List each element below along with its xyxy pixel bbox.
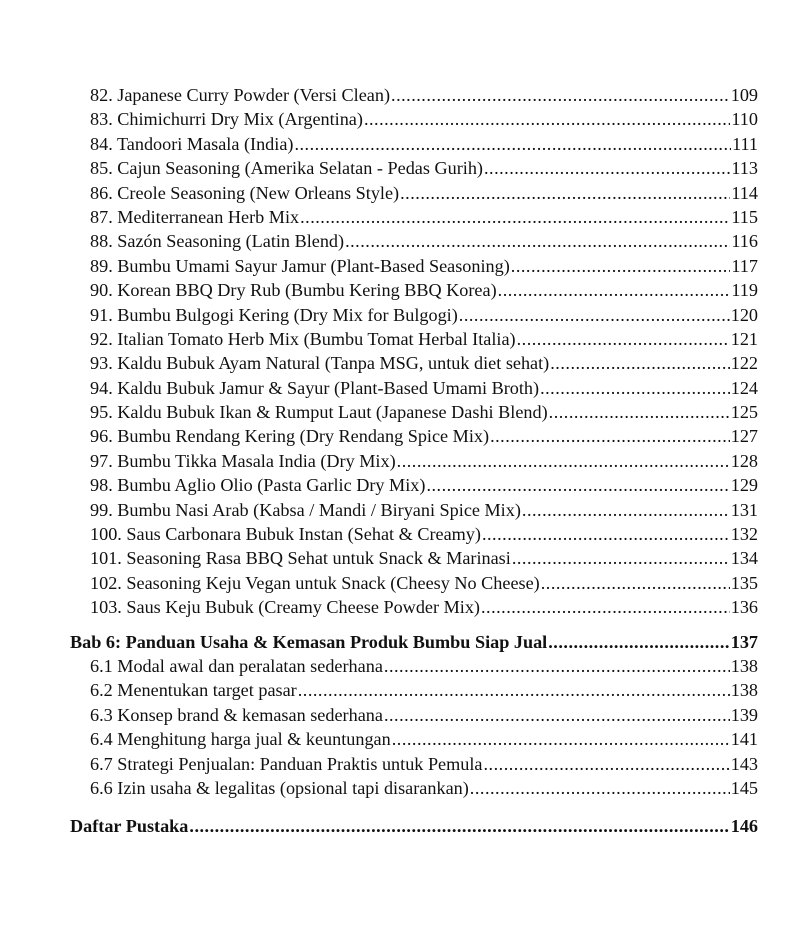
dot-leader: [541, 571, 730, 595]
dot-leader: [484, 156, 730, 180]
toc-entry-page-number: 117: [731, 255, 758, 276]
dot-leader: [400, 181, 730, 205]
dot-leader: [540, 376, 730, 400]
toc-entry-title: 6.3 Konsep brand & kemasan sederhana: [90, 704, 383, 725]
toc-entry-page-number: 129: [730, 475, 758, 496]
toc-entry-row[interactable]: [70, 546, 758, 570]
dot-leader: [391, 83, 730, 107]
toc-entry-title: 6.6 Izin usaha & legalitas (opsional tapi disarankan): [90, 777, 469, 798]
toc-entry-row[interactable]: [70, 83, 758, 107]
dot-leader: [189, 814, 729, 838]
dot-leader: [550, 351, 729, 375]
dot-leader: [470, 776, 730, 800]
toc-entry-row[interactable]: [70, 156, 758, 180]
toc-entry-row[interactable]: [70, 595, 758, 619]
chapter-heading-row[interactable]: [70, 630, 758, 654]
dot-leader: [482, 522, 730, 546]
dot-leader: [459, 303, 730, 327]
dot-leader: [345, 229, 730, 253]
toc-entry-row[interactable]: [70, 303, 758, 327]
toc-entry-title: 100. Saus Carbonara Bubuk Instan (Sehat & Creamy): [90, 524, 481, 545]
toc-entry-title: 101. Seasoning Rasa BBQ Sehat untuk Snack & Marinasi: [90, 548, 511, 569]
bibliography-page-number: 146: [730, 816, 758, 837]
toc-entry-page-number: 121: [730, 328, 758, 349]
toc-entry-page-number: 131: [730, 499, 758, 520]
toc-entry-row[interactable]: [70, 776, 758, 800]
toc-entry-page-number: 113: [731, 158, 758, 179]
toc-entry-title: 98. Bumbu Aglio Olio (Pasta Garlic Dry Mix): [90, 475, 426, 496]
toc-entry-page-number: 124: [730, 377, 758, 398]
dot-leader: [490, 424, 730, 448]
toc-entry-row[interactable]: [70, 727, 758, 751]
bibliography-title: Daftar Pustaka: [70, 816, 189, 837]
toc-entry-title: 91. Bumbu Bulgogi Kering (Dry Mix for Bulgogi): [90, 304, 458, 325]
toc-entry-title: 89. Bumbu Umami Sayur Jamur (Plant-Based Seasoning): [90, 255, 510, 276]
toc-entry-page-number: 138: [730, 655, 758, 676]
toc-entry-row[interactable]: [70, 424, 758, 448]
toc-entry-title: 97. Bumbu Tikka Masala India (Dry Mix): [90, 450, 396, 471]
toc-entry-row[interactable]: [70, 571, 758, 595]
toc-entry-page-number: 139: [730, 704, 758, 725]
toc-entry-page-number: 125: [730, 402, 758, 423]
dot-leader: [294, 132, 731, 156]
toc-entry-title: 88. Sazón Seasoning (Latin Blend): [90, 231, 345, 252]
bibliography-row[interactable]: [70, 814, 758, 838]
toc-entry-row[interactable]: [70, 278, 758, 302]
toc-entry-title: 6.7 Strategi Penjualan: Panduan Praktis untuk Pemula: [90, 753, 483, 774]
toc-entry-page-number: 116: [731, 231, 758, 252]
chapter-title: Bab 6: Panduan Usaha & Kemasan Produk Bumbu Siap Jual: [70, 631, 548, 652]
toc-entry-title: 6.4 Menghitung harga jual & keuntungan: [90, 729, 391, 750]
toc-entry-title: 83. Chimichurri Dry Mix (Argentina): [90, 109, 363, 130]
toc-entry-page-number: 111: [732, 133, 758, 154]
toc-entry-row[interactable]: [70, 376, 758, 400]
toc-entry-page-number: 141: [730, 729, 758, 750]
toc-entry-row[interactable]: [70, 107, 758, 131]
dot-leader: [522, 498, 730, 522]
toc-entry-page-number: 143: [730, 753, 758, 774]
toc-entry-row[interactable]: [70, 254, 758, 278]
toc-entry-title: 96. Bumbu Rendang Kering (Dry Rendang Spice Mix): [90, 426, 490, 447]
dot-leader: [498, 278, 731, 302]
toc-entry-page-number: 122: [730, 353, 758, 374]
toc-entry-page-number: 119: [731, 280, 758, 301]
toc-entry-title: 84. Tandoori Masala (India): [90, 133, 294, 154]
toc-entry-row[interactable]: [70, 654, 758, 678]
toc-entry-row[interactable]: [70, 351, 758, 375]
recipe-entries-list: [70, 83, 758, 620]
toc-entry-title: 82. Japanese Curry Powder (Versi Clean): [90, 85, 391, 105]
dot-leader: [484, 752, 730, 776]
toc-entry-title: 94. Kaldu Bubuk Jamur & Sayur (Plant-Based Umami Broth): [90, 377, 540, 398]
toc-entry-row[interactable]: [70, 181, 758, 205]
toc-entry-row[interactable]: [70, 449, 758, 473]
toc-entry-title: 87. Mediterranean Herb Mix: [90, 206, 300, 227]
toc-entry-row[interactable]: [70, 229, 758, 253]
toc-entry-title: 103. Saus Keju Bubuk (Creamy Cheese Powder Mix): [90, 597, 480, 618]
toc-entry-page-number: 120: [730, 304, 758, 325]
dot-leader: [548, 630, 729, 654]
dot-leader: [298, 678, 730, 702]
toc-entry-page-number: 135: [730, 572, 758, 593]
dot-leader: [384, 654, 730, 678]
toc-entry-page-number: 138: [730, 680, 758, 701]
toc-entry-row[interactable]: [70, 327, 758, 351]
toc-entry-page-number: 128: [730, 450, 758, 471]
dot-leader: [426, 473, 729, 497]
toc-entry-page-number: 115: [731, 206, 758, 227]
dot-leader: [392, 727, 730, 751]
toc-entry-title: 102. Seasoning Keju Vegan untuk Snack (Cheesy No Cheese): [90, 572, 540, 593]
toc-entry-row[interactable]: [70, 522, 758, 546]
toc-entry-row[interactable]: [70, 703, 758, 727]
chapter-sections-list: [70, 654, 758, 800]
table-of-contents: [70, 83, 758, 839]
dot-leader: [364, 107, 730, 131]
toc-entry-title: 86. Creole Seasoning (New Orleans Style): [90, 182, 400, 203]
toc-entry-row[interactable]: [70, 752, 758, 776]
toc-entry-title: 6.2 Menentukan target pasar: [90, 680, 297, 701]
toc-entry-page-number: 145: [730, 777, 758, 798]
dot-leader: [397, 449, 730, 473]
dot-leader: [517, 327, 730, 351]
toc-entry-row[interactable]: [70, 473, 758, 497]
toc-entry-row[interactable]: [70, 678, 758, 702]
toc-entry-row[interactable]: [70, 132, 758, 156]
dot-leader: [481, 595, 730, 619]
toc-entry-title: 99. Bumbu Nasi Arab (Kabsa / Mandi / Biryani Spice Mix): [90, 499, 521, 520]
toc-entry-title: 92. Italian Tomato Herb Mix (Bumbu Tomat Herbal Italia): [90, 328, 516, 349]
dot-leader: [512, 546, 730, 570]
toc-entry-title: 95. Kaldu Bubuk Ikan & Rumput Laut (Japanese Dashi Blend): [90, 402, 548, 423]
toc-entry-page-number: 110: [731, 109, 758, 130]
toc-entry-row[interactable]: [70, 498, 758, 522]
toc-entry-page-number: 114: [731, 182, 758, 203]
toc-entry-page-number: 136: [730, 597, 758, 618]
toc-entry-row[interactable]: [70, 400, 758, 424]
toc-entry-page-number: 134: [730, 548, 758, 569]
toc-entry-title: 90. Korean BBQ Dry Rub (Bumbu Kering BBQ Korea): [90, 280, 497, 301]
dot-leader: [300, 205, 730, 229]
toc-entry-page-number: 132: [730, 524, 758, 545]
toc-entry-title: 85. Cajun Seasoning (Amerika Selatan - Pedas Gurih): [90, 158, 483, 179]
toc-entry-page-number: 127: [730, 426, 758, 447]
chapter-page-number: 137: [730, 631, 758, 652]
toc-entry-row[interactable]: [70, 205, 758, 229]
dot-leader: [384, 703, 730, 727]
toc-entry-page-number: 109: [730, 85, 758, 105]
toc-entry-title: 6.1 Modal awal dan peralatan sederhana: [90, 655, 383, 676]
dot-leader: [549, 400, 730, 424]
dot-leader: [511, 254, 731, 278]
toc-entry-title: 93. Kaldu Bubuk Ayam Natural (Tanpa MSG, untuk diet sehat): [90, 353, 550, 374]
